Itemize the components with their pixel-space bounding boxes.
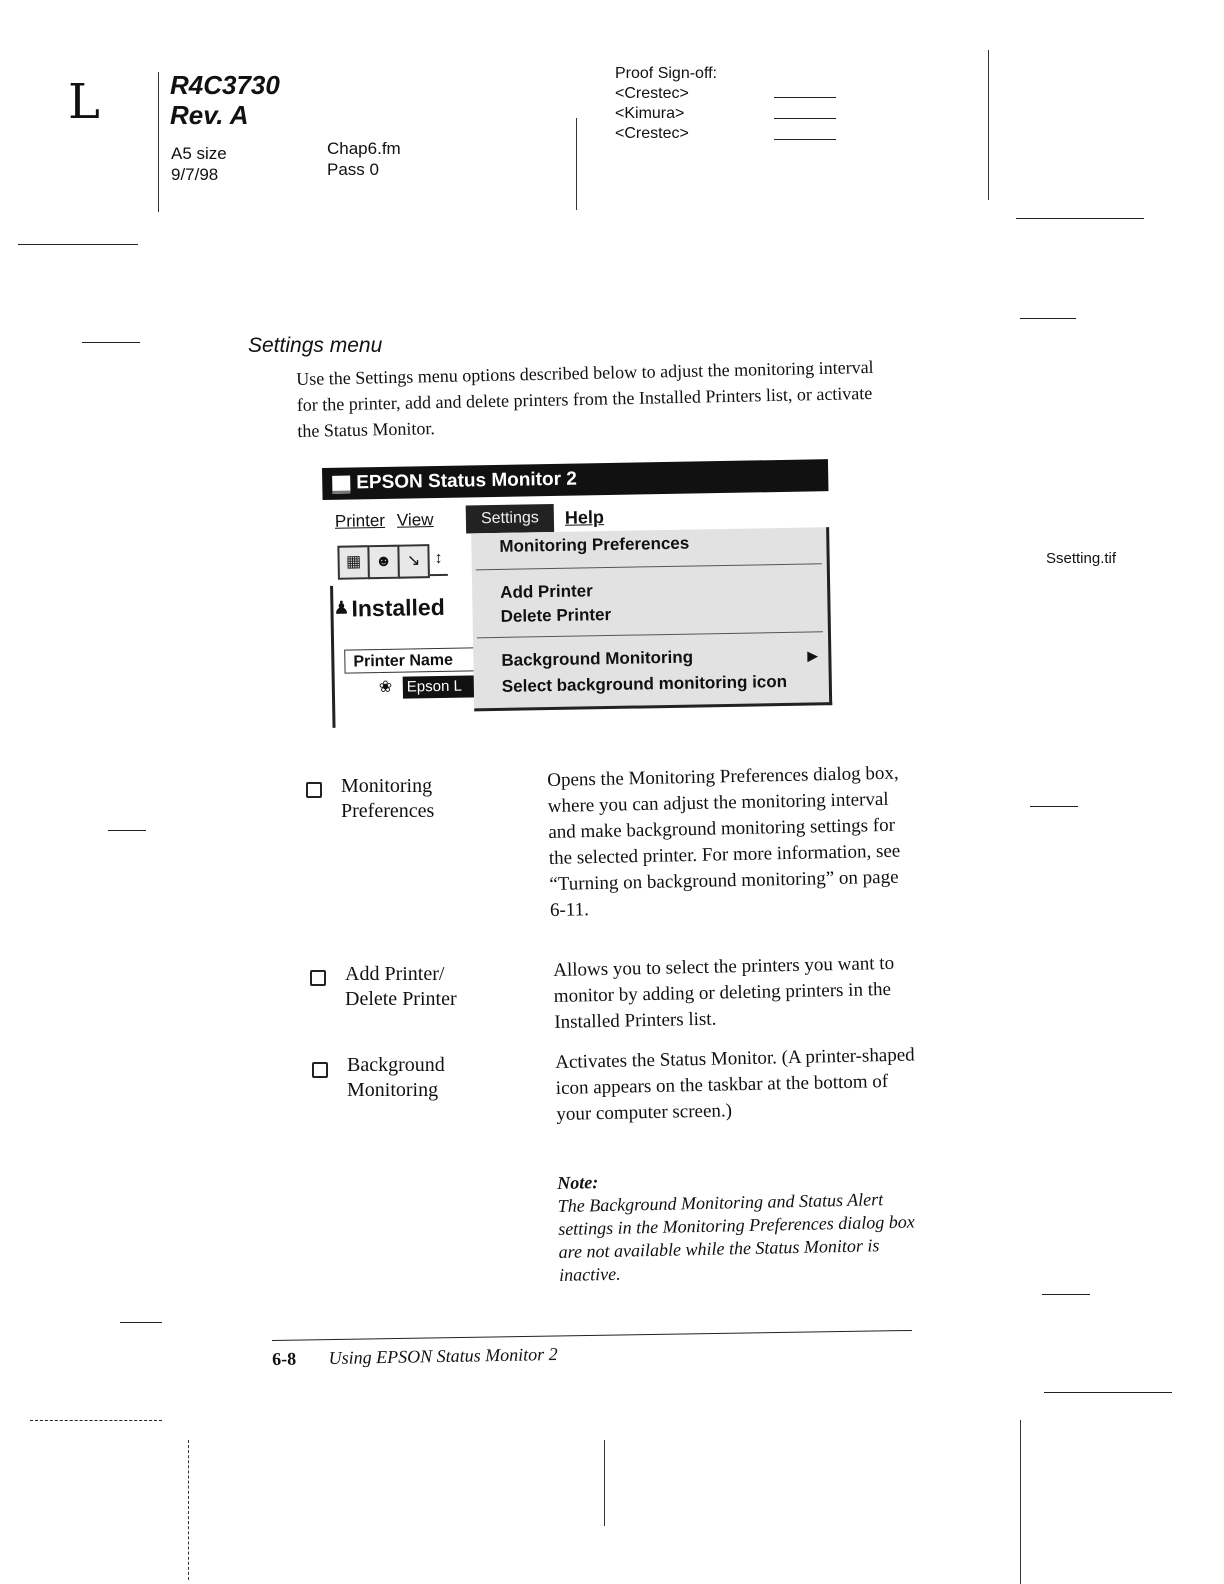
menu-item-background-monitoring[interactable]: Background Monitoring bbox=[501, 647, 694, 670]
menu-item-select-monitoring-icon[interactable]: Select background monitoring icon bbox=[501, 671, 788, 696]
chapter-title: Using EPSON Status Monitor 2 bbox=[328, 1344, 558, 1369]
chapter-file-block bbox=[327, 138, 401, 180]
option-term: Add Printer/ Delete Printer bbox=[345, 963, 457, 1010]
proof-signoff bbox=[615, 64, 717, 144]
installed-printers-label: Installed bbox=[351, 593, 445, 622]
menu-separator bbox=[477, 631, 823, 638]
margin-mark bbox=[1020, 318, 1076, 319]
crop-mark bbox=[604, 1440, 605, 1526]
menu-item-monitoring-preferences[interactable]: Monitoring Preferences bbox=[499, 533, 690, 556]
toolbar bbox=[337, 543, 478, 579]
menu-item-delete-printer[interactable]: Delete Printer bbox=[500, 604, 612, 626]
checkbox-bullet-icon bbox=[306, 782, 322, 798]
note-block bbox=[557, 1164, 919, 1287]
printer-list-row[interactable] bbox=[379, 675, 479, 699]
figure-filename: Ssetting.tif bbox=[1046, 550, 1117, 567]
page-number: 6-8 bbox=[272, 1348, 297, 1369]
crop-mark bbox=[1044, 1392, 1172, 1393]
chapter-file: Chap6.fm bbox=[327, 139, 401, 158]
page-size: A5 size bbox=[171, 144, 227, 163]
selected-printer-name: Epson L bbox=[403, 675, 485, 698]
window-icon bbox=[332, 476, 350, 494]
margin-mark bbox=[1042, 1294, 1090, 1295]
margin-mark bbox=[108, 830, 146, 831]
signature-line bbox=[774, 139, 836, 140]
proof-signer: <Crestec> bbox=[615, 85, 689, 102]
settings-dropdown-menu bbox=[471, 527, 832, 711]
revision: Rev. A bbox=[170, 100, 249, 130]
page-size-block bbox=[171, 143, 227, 185]
proof-signer: <Kimura> bbox=[615, 105, 685, 122]
document-id: R4C3730 bbox=[170, 70, 280, 100]
crop-mark bbox=[188, 1440, 189, 1580]
installed-printers-icon: ♟ bbox=[333, 597, 350, 618]
option-description: Activates the Status Monitor. (A printer-shaped icon appears on the taskbar at the bottom of your computer screen.) bbox=[555, 1044, 915, 1125]
option-description: Allows you to select the printers you want to monitor by adding or deleting printers in the Installed Printers list. bbox=[553, 952, 895, 1033]
menu-separator bbox=[476, 563, 822, 570]
margin-mark bbox=[1030, 806, 1078, 807]
checkbox-bullet-icon bbox=[312, 1062, 328, 1078]
menu-view[interactable]: View bbox=[396, 510, 434, 530]
margin-mark bbox=[82, 342, 140, 343]
menu-printer[interactable]: Printer bbox=[334, 510, 386, 531]
document-id-block bbox=[170, 70, 280, 130]
doc-date: 9/7/98 bbox=[171, 165, 219, 184]
tool-icon[interactable]: ↘ bbox=[397, 544, 430, 579]
menu-help[interactable]: Help bbox=[564, 507, 605, 528]
printer-icon[interactable]: ▦ bbox=[337, 545, 370, 580]
crop-mark bbox=[18, 244, 138, 245]
option-term: Background Monitoring bbox=[347, 1054, 445, 1101]
signature-line bbox=[774, 118, 836, 119]
footer-rule bbox=[272, 1330, 912, 1341]
installed-printers-panel bbox=[330, 583, 485, 728]
window-titlebar bbox=[322, 459, 828, 500]
crop-mark bbox=[1020, 1420, 1021, 1584]
proof-title: Proof Sign-off: bbox=[615, 65, 717, 82]
pass-number: Pass 0 bbox=[327, 160, 379, 179]
crop-mark bbox=[1016, 218, 1144, 219]
checkbox-bullet-icon bbox=[310, 970, 326, 986]
signature-line bbox=[774, 97, 836, 98]
page-footer bbox=[272, 1344, 558, 1370]
sort-icon[interactable]: ↕ bbox=[429, 544, 448, 576]
layout-marker-letter: L bbox=[68, 74, 100, 130]
user-icon[interactable]: ☻ bbox=[367, 545, 400, 580]
intro-paragraph: Use the Settings menu options described below to adjust the monitoring interval for the printer, add and delete printers from the Installed Printers list, or activate the Status Monitor. bbox=[296, 356, 874, 441]
section-title: Settings menu bbox=[248, 334, 383, 357]
crop-mark bbox=[30, 1420, 162, 1421]
status-monitor-screenshot bbox=[322, 459, 832, 728]
note-heading: Note: bbox=[557, 1172, 599, 1193]
margin-rule bbox=[988, 50, 989, 200]
option-description: Opens the Monitoring Preferences dialog box, where you can adjust the monitoring interval and make background monitoring settings for the selected printer. For more information, see “Turning on background monitoring” on page 6-11. bbox=[547, 762, 901, 921]
note-text: The Background Monitoring and Status Alert settings in the Monitoring Preferences dialog box are not available while the Status Monitor is inactive. bbox=[557, 1189, 915, 1285]
network-printer-icon: ❀ bbox=[378, 678, 393, 697]
header-divider bbox=[158, 72, 159, 212]
submenu-arrow-icon: ▶ bbox=[807, 647, 819, 664]
margin-mark bbox=[120, 1322, 162, 1323]
column-header-printer-name[interactable]: Printer Name bbox=[344, 647, 480, 673]
proof-signer: <Crestec> bbox=[615, 125, 689, 142]
proof-divider bbox=[576, 118, 577, 210]
menu-settings[interactable]: Settings bbox=[466, 504, 554, 534]
window-title: EPSON Status Monitor 2 bbox=[356, 468, 578, 494]
option-term: Monitoring Preferences bbox=[341, 775, 435, 822]
menu-item-add-printer[interactable]: Add Printer bbox=[500, 581, 593, 602]
